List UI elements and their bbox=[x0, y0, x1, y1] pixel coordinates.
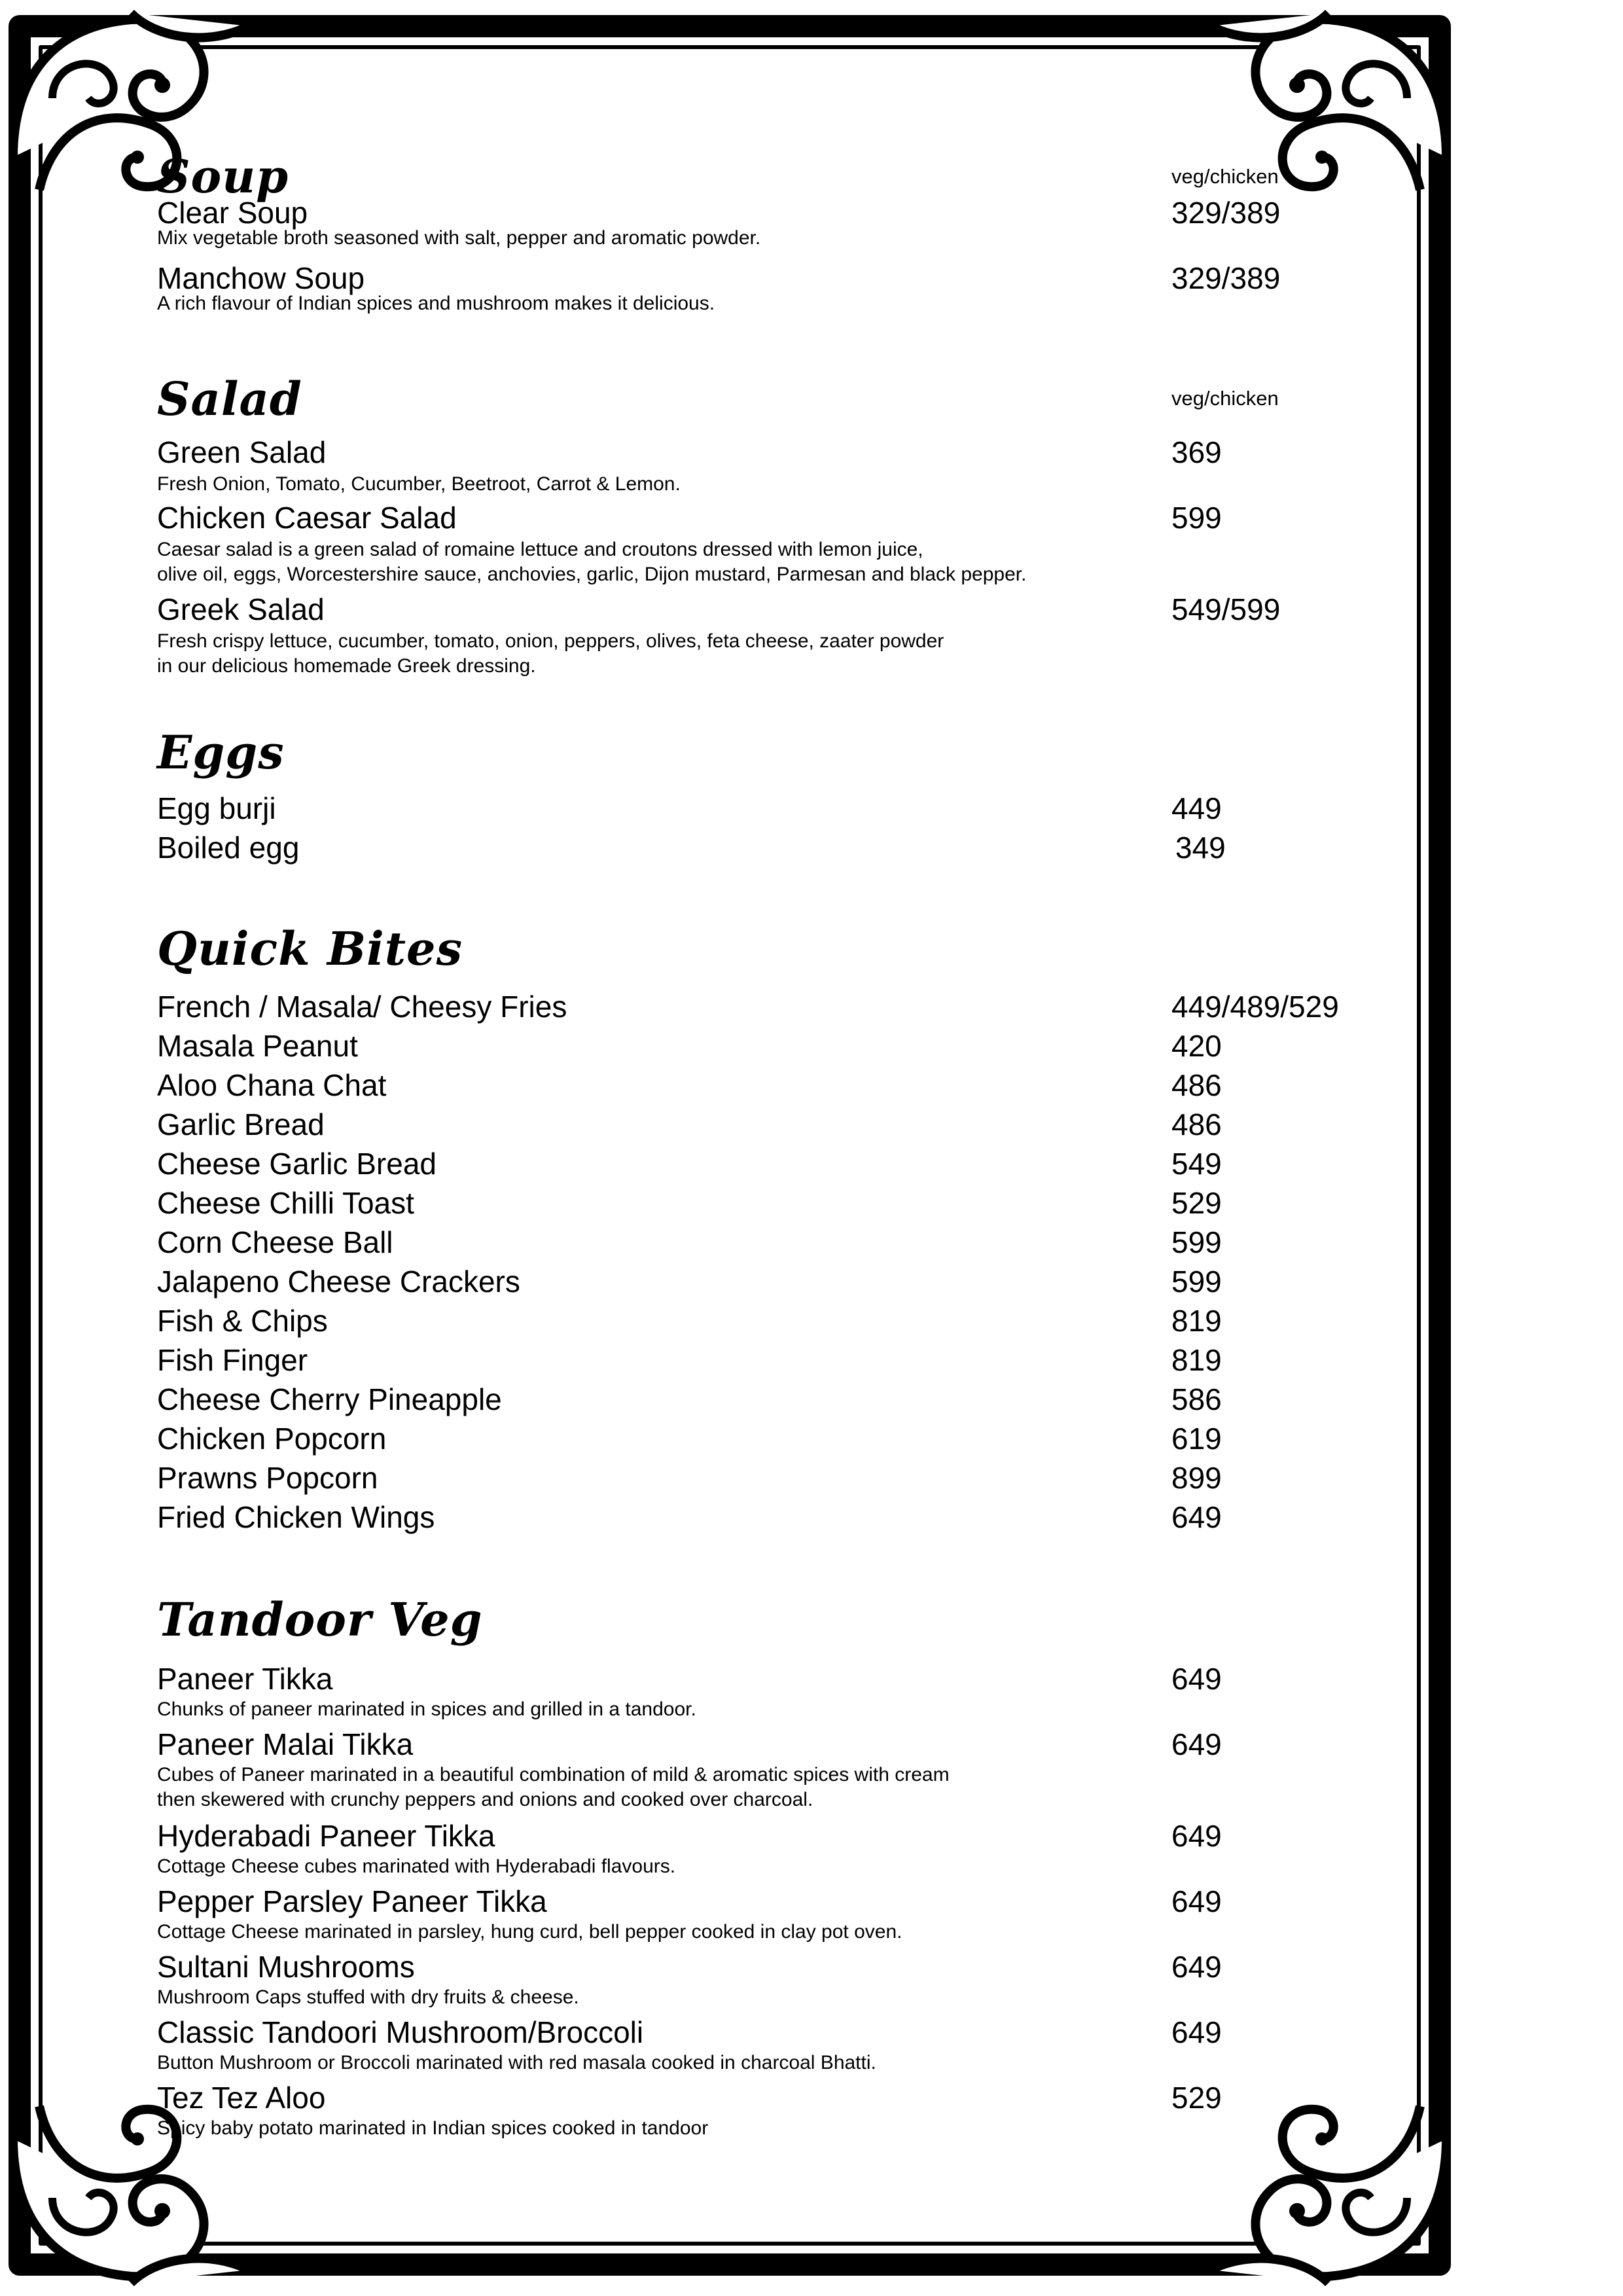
menu-item-price: 819 bbox=[1171, 1343, 1222, 1377]
menu-item-description: Cottage Cheese cubes marinated with Hyderabadi flavours. bbox=[157, 1856, 676, 1877]
menu-item-price: 649 bbox=[1171, 1500, 1222, 1534]
menu-item-name: Cheese Chilli Toast bbox=[157, 1186, 414, 1220]
menu-item-description: A rich flavour of Indian spices and mushroom makes it delicious. bbox=[157, 293, 715, 314]
menu-item-price: 549/599 bbox=[1171, 592, 1281, 626]
menu-item-price: 349 bbox=[1175, 831, 1226, 865]
menu-item-name: Chicken Popcorn bbox=[157, 1422, 387, 1456]
menu-item-name: Paneer Malai Tikka bbox=[157, 1727, 414, 1761]
section-title: Quick Bites bbox=[157, 922, 463, 976]
menu-item-price: 819 bbox=[1171, 1304, 1222, 1338]
menu-item-price: 329/389 bbox=[1171, 261, 1281, 295]
section-title: Salad bbox=[157, 372, 302, 426]
menu-item-description: Mushroom Caps stuffed with dry fruits & cheese. bbox=[157, 1986, 579, 2008]
menu-item-name: Cheese Cherry Pineapple bbox=[157, 1382, 502, 1416]
menu-item-description: then skewered with crunchy peppers and onions and cooked over charcoal. bbox=[157, 1789, 813, 1810]
menu-item-name: Fish Finger bbox=[157, 1343, 308, 1377]
menu-item-name: Clear Soup bbox=[157, 196, 308, 230]
menu-item-price: 649 bbox=[1171, 1819, 1222, 1853]
menu-item-price: 586 bbox=[1171, 1382, 1222, 1416]
menu-item-name: Pepper Parsley Paneer Tikka bbox=[157, 1884, 547, 1918]
menu-item-description: Spicy baby potato marinated in Indian spices cooked in tandoor bbox=[157, 2117, 709, 2139]
menu-item-name: Boiled egg bbox=[157, 831, 300, 865]
column-note: veg/chicken bbox=[1171, 387, 1279, 410]
menu-item-name: Aloo Chana Chat bbox=[157, 1068, 387, 1102]
menu-item-price: 486 bbox=[1171, 1068, 1222, 1102]
menu-item-price: 549 bbox=[1171, 1147, 1222, 1181]
menu-item-name: Manchow Soup bbox=[157, 261, 365, 295]
menu-item-name: Cheese Garlic Bread bbox=[157, 1147, 437, 1181]
menu-item-price: 329/389 bbox=[1171, 196, 1281, 230]
menu-item-price: 420 bbox=[1171, 1029, 1222, 1063]
menu-item-description: Chunks of paneer marinated in spices and grilled in a tandoor. bbox=[157, 1698, 696, 1720]
menu-item-description: Cottage Cheese marinated in parsley, hung curd, bell pepper cooked in clay pot oven. bbox=[157, 1921, 902, 1943]
menu-item-name: Masala Peanut bbox=[157, 1029, 358, 1063]
menu-item-price: 649 bbox=[1171, 2015, 1222, 2049]
menu-item-price: 649 bbox=[1171, 1884, 1222, 1918]
menu-item-description: Button Mushroom or Broccoli marinated with red masala cooked in charcoal Bhatti. bbox=[157, 2052, 876, 2073]
section-title: Soup bbox=[157, 149, 289, 204]
menu-item-price: 599 bbox=[1171, 1265, 1222, 1299]
menu-item-price: 899 bbox=[1171, 1461, 1222, 1495]
section-title: Tandoor Veg bbox=[157, 1592, 483, 1647]
menu-item-description: Caesar salad is a green salad of romaine lettuce and croutons dressed with lemon juice, bbox=[157, 539, 923, 560]
menu-item-name: Greek Salad bbox=[157, 592, 325, 626]
menu-item-name: Sultani Mushrooms bbox=[157, 1950, 415, 1984]
menu-item-description: in our delicious homemade Greek dressing. bbox=[157, 655, 536, 677]
menu-item-price: 599 bbox=[1171, 501, 1222, 535]
section-title: Eggs bbox=[157, 725, 285, 780]
menu-item-description: Fresh crispy lettuce, cucumber, tomato, onion, peppers, olives, feta cheese, zaater powder bbox=[157, 630, 944, 652]
menu-item-name: Fried Chicken Wings bbox=[157, 1500, 435, 1534]
menu-item-name: Fish & Chips bbox=[157, 1304, 328, 1338]
menu-item-name: Corn Cheese Ball bbox=[157, 1225, 393, 1259]
menu-item-price: 619 bbox=[1171, 1422, 1222, 1456]
column-note: veg/chicken bbox=[1171, 165, 1279, 188]
menu-item-price: 449 bbox=[1171, 791, 1222, 825]
menu-item-name: Egg burji bbox=[157, 791, 276, 825]
menu-item-name: Classic Tandoori Mushroom/Broccoli bbox=[157, 2015, 644, 2049]
menu-item-name: Tez Tez Aloo bbox=[157, 2081, 326, 2115]
menu-item-name: Green Salad bbox=[157, 435, 327, 469]
menu-item-price: 649 bbox=[1171, 1727, 1222, 1761]
menu-item-price: 486 bbox=[1171, 1107, 1222, 1141]
menu-item-price: 599 bbox=[1171, 1225, 1222, 1259]
menu-item-price: 369 bbox=[1171, 435, 1222, 469]
menu-item-price: 529 bbox=[1171, 1186, 1222, 1220]
menu-item-description: olive oil, eggs, Worcestershire sauce, anchovies, garlic, Dijon mustard, Parmesan and black pepper. bbox=[157, 564, 1027, 585]
menu-item-description: Fresh Onion, Tomato, Cucumber, Beetroot, Carrot & Lemon. bbox=[157, 473, 681, 495]
menu-item-price: 649 bbox=[1171, 1950, 1222, 1984]
menu-item-price: 449/489/529 bbox=[1171, 990, 1339, 1024]
menu-item-name: Paneer Tikka bbox=[157, 1662, 333, 1696]
menu-item-name: French / Masala/ Cheesy Fries bbox=[157, 990, 567, 1024]
menu-item-price: 649 bbox=[1171, 1662, 1222, 1696]
menu-item-name: Chicken Caesar Salad bbox=[157, 501, 457, 535]
menu-item-description: Mix vegetable broth seasoned with salt, pepper and aromatic powder. bbox=[157, 227, 761, 249]
menu-item-name: Hyderabadi Paneer Tikka bbox=[157, 1819, 495, 1853]
menu-item-name: Jalapeno Cheese Crackers bbox=[157, 1265, 520, 1299]
menu-item-price: 529 bbox=[1171, 2081, 1222, 2115]
menu-item-name: Garlic Bread bbox=[157, 1107, 325, 1141]
menu-item-description: Cubes of Paneer marinated in a beautiful combination of mild & aromatic spices with cream bbox=[157, 1764, 950, 1785]
menu-item-name: Prawns Popcorn bbox=[157, 1461, 378, 1495]
